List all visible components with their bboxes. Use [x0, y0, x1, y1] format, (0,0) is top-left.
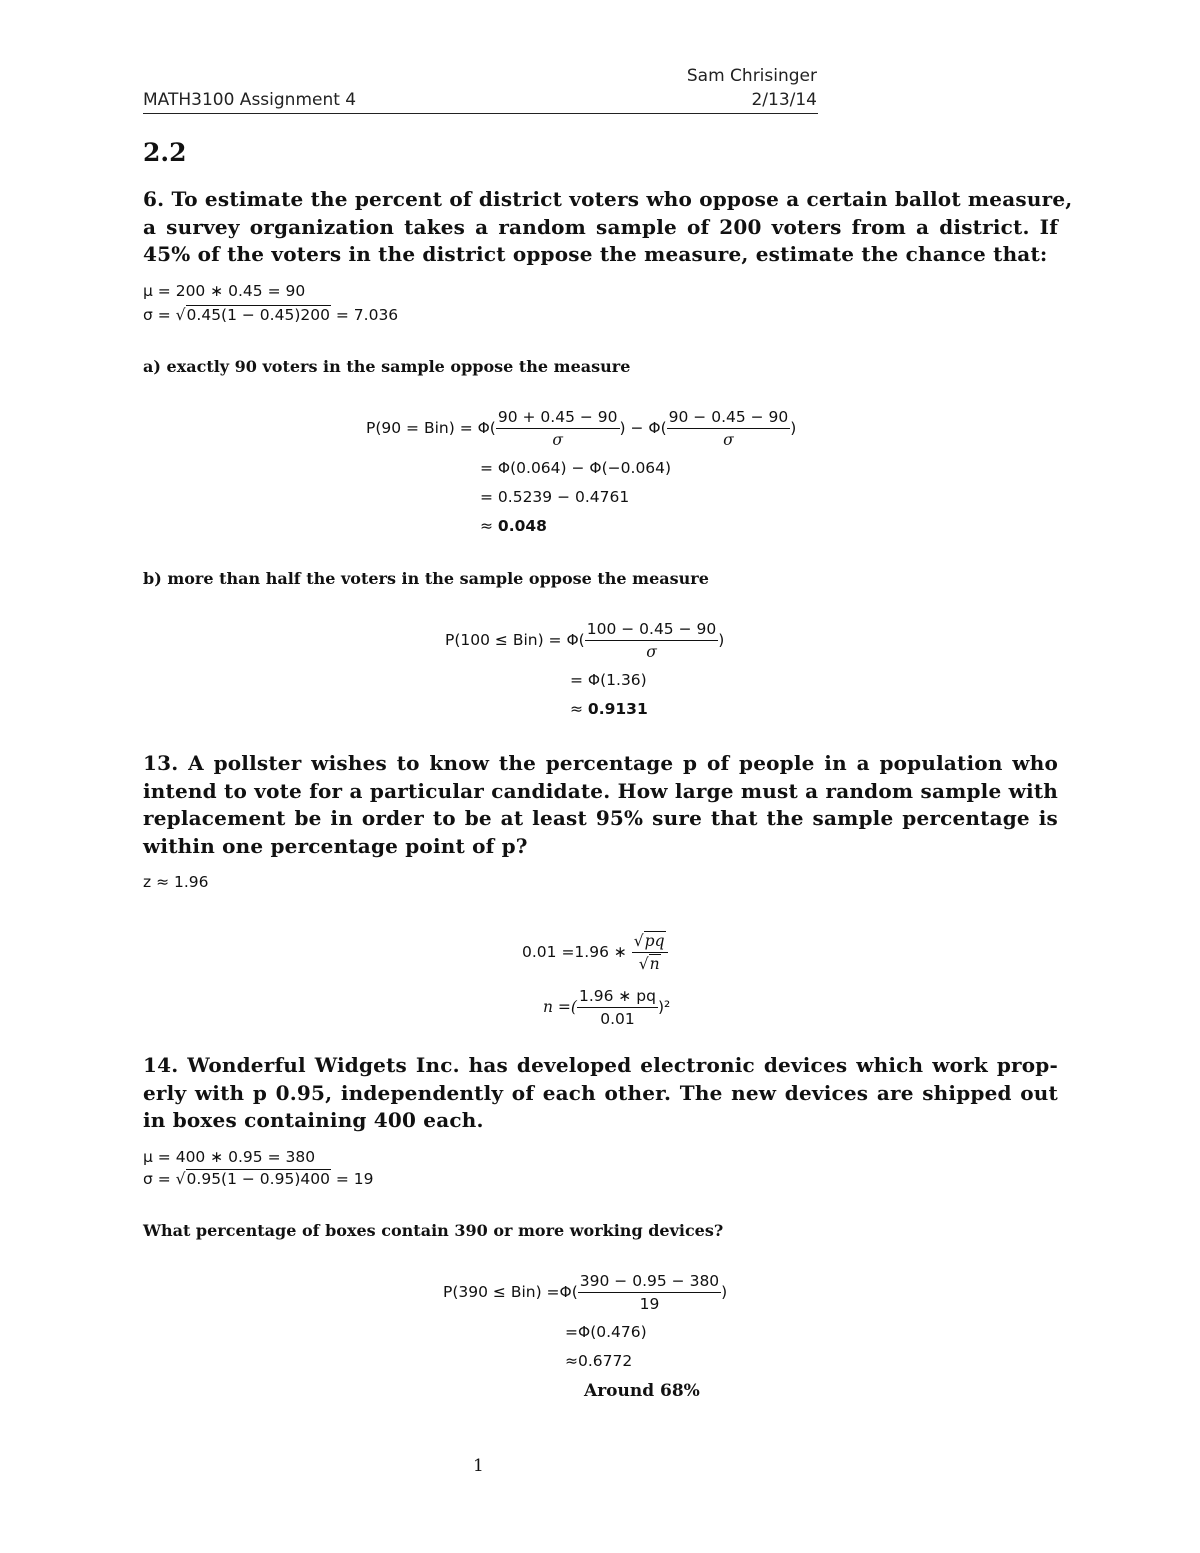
p6-b-result: 0.9131: [587, 700, 648, 718]
problem-6-statement: [143, 186, 1073, 269]
p14-equation: [443, 1272, 727, 1313]
course-title: MATH3100 Assignment 4: [143, 90, 357, 110]
p6-part-b-label: b) more than half the voters in the sample oppose the measure: [143, 569, 709, 588]
p6-a-fraction-1: [496, 408, 620, 449]
p13-z: z ≈ 1.96: [143, 873, 209, 891]
p14-mu: μ = 400 ∗ 0.95 = 380: [143, 1148, 316, 1166]
p13-eq-1: [522, 932, 668, 973]
section-heading: 2.2: [143, 138, 187, 167]
p13-eq1-num-radicand: pq: [644, 932, 665, 950]
p6-a-lhs: P(90 = Bin) = Φ(: [366, 419, 496, 437]
p14-step-3: ≈0.6772: [565, 1352, 633, 1370]
p6-b-close: ): [718, 631, 725, 649]
p6-b-frac-num: 100 − 0.45 − 90: [585, 620, 719, 641]
p13-eq1-fraction: [632, 932, 668, 973]
p6-b-step-3: [570, 700, 648, 718]
p13-eq2-fraction: [577, 987, 658, 1028]
p6-a-step-2: = Φ(0.064) − Φ(−0.064): [480, 459, 672, 477]
problem-13-statement: [143, 750, 1058, 860]
p6-mu: μ = 200 ∗ 0.45 = 90: [143, 282, 306, 300]
p13-eq-2: [543, 987, 670, 1028]
problem-13-line-2: intend to vote for a particular candidate. How large must a random sample with: [143, 778, 1058, 803]
p13-eq2-num: 1.96 ∗ pq: [577, 987, 658, 1008]
p6-a-step-4: [480, 517, 547, 535]
p13-eq1-den-radicand: n: [649, 955, 660, 973]
p6-a-frac1-den: σ: [552, 431, 563, 449]
p6-a-step-3: = 0.5239 − 0.4761: [480, 488, 630, 506]
p13-eq2-lhs: n =(: [543, 998, 577, 1016]
p14-close: ): [721, 1283, 728, 1301]
p6-a-frac1-num: 90 + 0.45 − 90: [496, 408, 620, 429]
p6-b-frac-den: σ: [646, 643, 657, 661]
p14-frac-den: 19: [639, 1295, 660, 1313]
p6-a-approx: ≈: [480, 517, 498, 535]
p6-a-close: ): [790, 419, 797, 437]
p6-a-result: 0.048: [497, 517, 547, 535]
p6-b-step-2: = Φ(1.36): [570, 671, 647, 689]
p14-sigma-suffix: = 19: [330, 1170, 374, 1188]
p13-eq2-den: 0.01: [600, 1010, 635, 1028]
problem-6-line-1: 6. To estimate the percent of district voters who oppose a certain ballot measure,: [143, 187, 1073, 211]
problem-14-statement: [143, 1052, 1058, 1135]
date: 2/13/14: [751, 90, 817, 110]
problem-6-line-3: 45% of the voters in the district oppose the measure, estimate the chance that:: [143, 242, 1048, 266]
p13-eq1-den: √n: [638, 955, 660, 973]
p6-sigma-radicand: 0.45(1 − 0.45)200: [186, 306, 330, 324]
p6-b-fraction: [585, 620, 719, 661]
p6-sigma-prefix: σ = √: [143, 306, 186, 324]
page-number: 1: [473, 1456, 484, 1476]
p13-eq1-num: √pq: [632, 932, 668, 953]
p6-a-frac2-num: 90 − 0.45 − 90: [667, 408, 791, 429]
p14-sigma: [143, 1170, 374, 1188]
p6-a-fraction-2: [667, 408, 791, 449]
problem-14-line-2: erly with p 0.95, independently of each other. The new devices are shipped out: [143, 1080, 1058, 1105]
p6-a-frac2-den: σ: [723, 431, 734, 449]
p6-part-a-label: a) exactly 90 voters in the sample oppose the measure: [143, 357, 631, 376]
p6-a-mid: ) − Φ(: [619, 419, 667, 437]
p13-eq2-close: )²: [657, 998, 671, 1016]
p6-b-lhs: P(100 ≤ Bin) = Φ(: [445, 631, 585, 649]
p6-b-equation: [445, 620, 724, 661]
header-rule: [143, 113, 818, 114]
problem-6-line-2: a survey organization takes a random sample of 200 voters from a district. If: [143, 214, 1058, 239]
p14-frac-num: 390 − 0.95 − 380: [578, 1272, 721, 1293]
p6-sigma: [143, 306, 398, 324]
p6-sigma-suffix: = 7.036: [330, 306, 399, 324]
p14-step-2: =Φ(0.476): [565, 1323, 647, 1341]
p14-fraction: [578, 1272, 721, 1313]
p14-sigma-prefix: σ = √: [143, 1170, 186, 1188]
problem-13-line-3: replacement be in order to be at least 95% sure that the sample percentage is: [143, 806, 1058, 830]
problem-14-line-1: 14. Wonderful Widgets Inc. has developed electronic devices which work prop-: [143, 1053, 1058, 1077]
author-name: Sam Chrisinger: [686, 66, 817, 86]
p14-answer: Around 68%: [584, 1381, 700, 1401]
p13-eq1-lhs: 0.01 =1.96 ∗: [522, 943, 632, 961]
problem-13-line-1: 13. A pollster wishes to know the percentage p of people in a population who: [143, 751, 1058, 775]
p6-a-equation: [366, 408, 796, 449]
p6-b-approx: ≈: [570, 700, 588, 718]
problem-13-line-4: within one percentage point of p?: [143, 833, 528, 858]
p14-sigma-radicand: 0.95(1 − 0.95)400: [186, 1170, 330, 1188]
problem-14-line-3: in boxes containing 400 each.: [143, 1108, 484, 1132]
p14-lhs: P(390 ≤ Bin) =Φ(: [443, 1283, 578, 1301]
p14-question: What percentage of boxes contain 390 or more working devices?: [143, 1221, 724, 1240]
